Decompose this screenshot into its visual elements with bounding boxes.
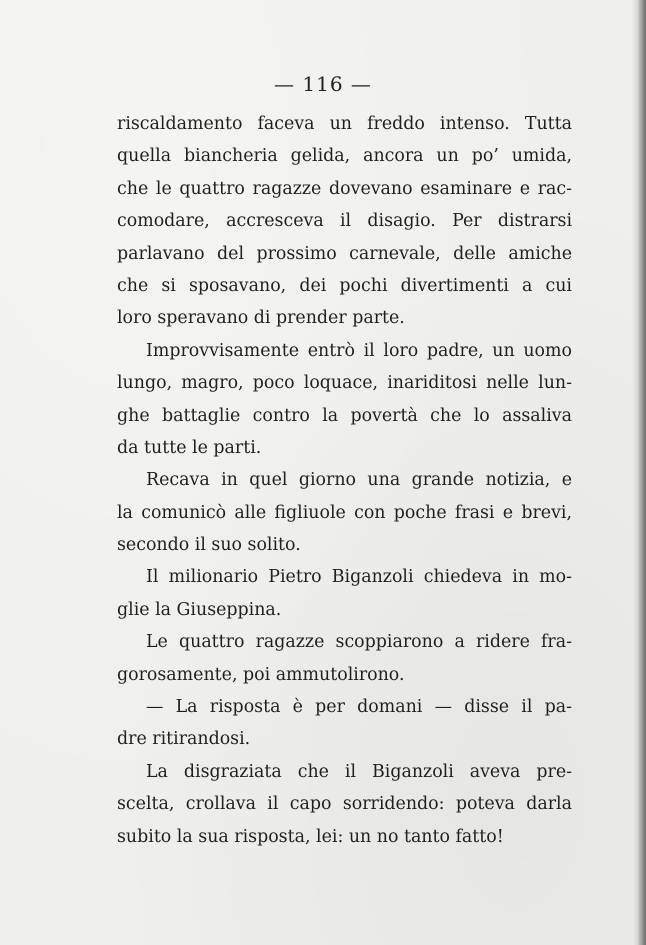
text-line: Improvvisamente entrò il loro padre, un uomo [146,340,572,361]
page-edge-shadow [632,0,646,945]
text-line: parlavano del prossimo carnevale, delle amiche [117,243,572,264]
text-line: da tutte le parti. [117,437,262,458]
body-text [117,108,572,853]
text-line: gorosamente, poi ammutolirono. [117,664,405,685]
text-line: comodare, accresceva il disagio. Per distrarsi [117,211,572,232]
text-line: — La risposta è per domani — disse il pa- [146,697,572,718]
text-line: loro speravano di prender parte. [117,308,405,329]
text-line: riscaldamento faceva un freddo intenso. Tutta [117,114,572,134]
text-line: secondo il suo solito. [117,535,301,556]
text-line: quella biancheria gelida, ancora un po’ umida, [117,146,572,167]
text-line: subito la sua risposta, lei: un no tanto fatto! [117,826,504,847]
text-line: che le quattro ragazze dovevano esaminare e rac- [117,178,572,199]
text-line: scelta, crollava il capo sorridendo: poteva darla [117,794,572,815]
page-number: — 116 — [274,72,372,96]
text-line: che si sposavano, dei pochi divertimenti a cui [117,275,572,296]
text-line: Le quattro ragazze scoppiarono a ridere fra- [146,632,572,653]
text-line: lungo, magro, poco loquace, inariditosi nelle lun- [117,373,572,394]
text-line: dre ritirandosi. [117,729,251,750]
text-line: ghe battaglie contro la povertà che lo assaliva [117,405,572,426]
text-line: La disgraziata che il Biganzoli aveva pre- [146,761,572,782]
text-line: la comunicò alle figliuole con poche frasi e brevi, [117,502,572,523]
text-line: Il milionario Pietro Biganzoli chiedeva in mo- [146,567,572,588]
text-line: glie la Giuseppina. [117,599,282,620]
text-line: Recava in quel giorno una grande notizia, e [146,470,572,491]
